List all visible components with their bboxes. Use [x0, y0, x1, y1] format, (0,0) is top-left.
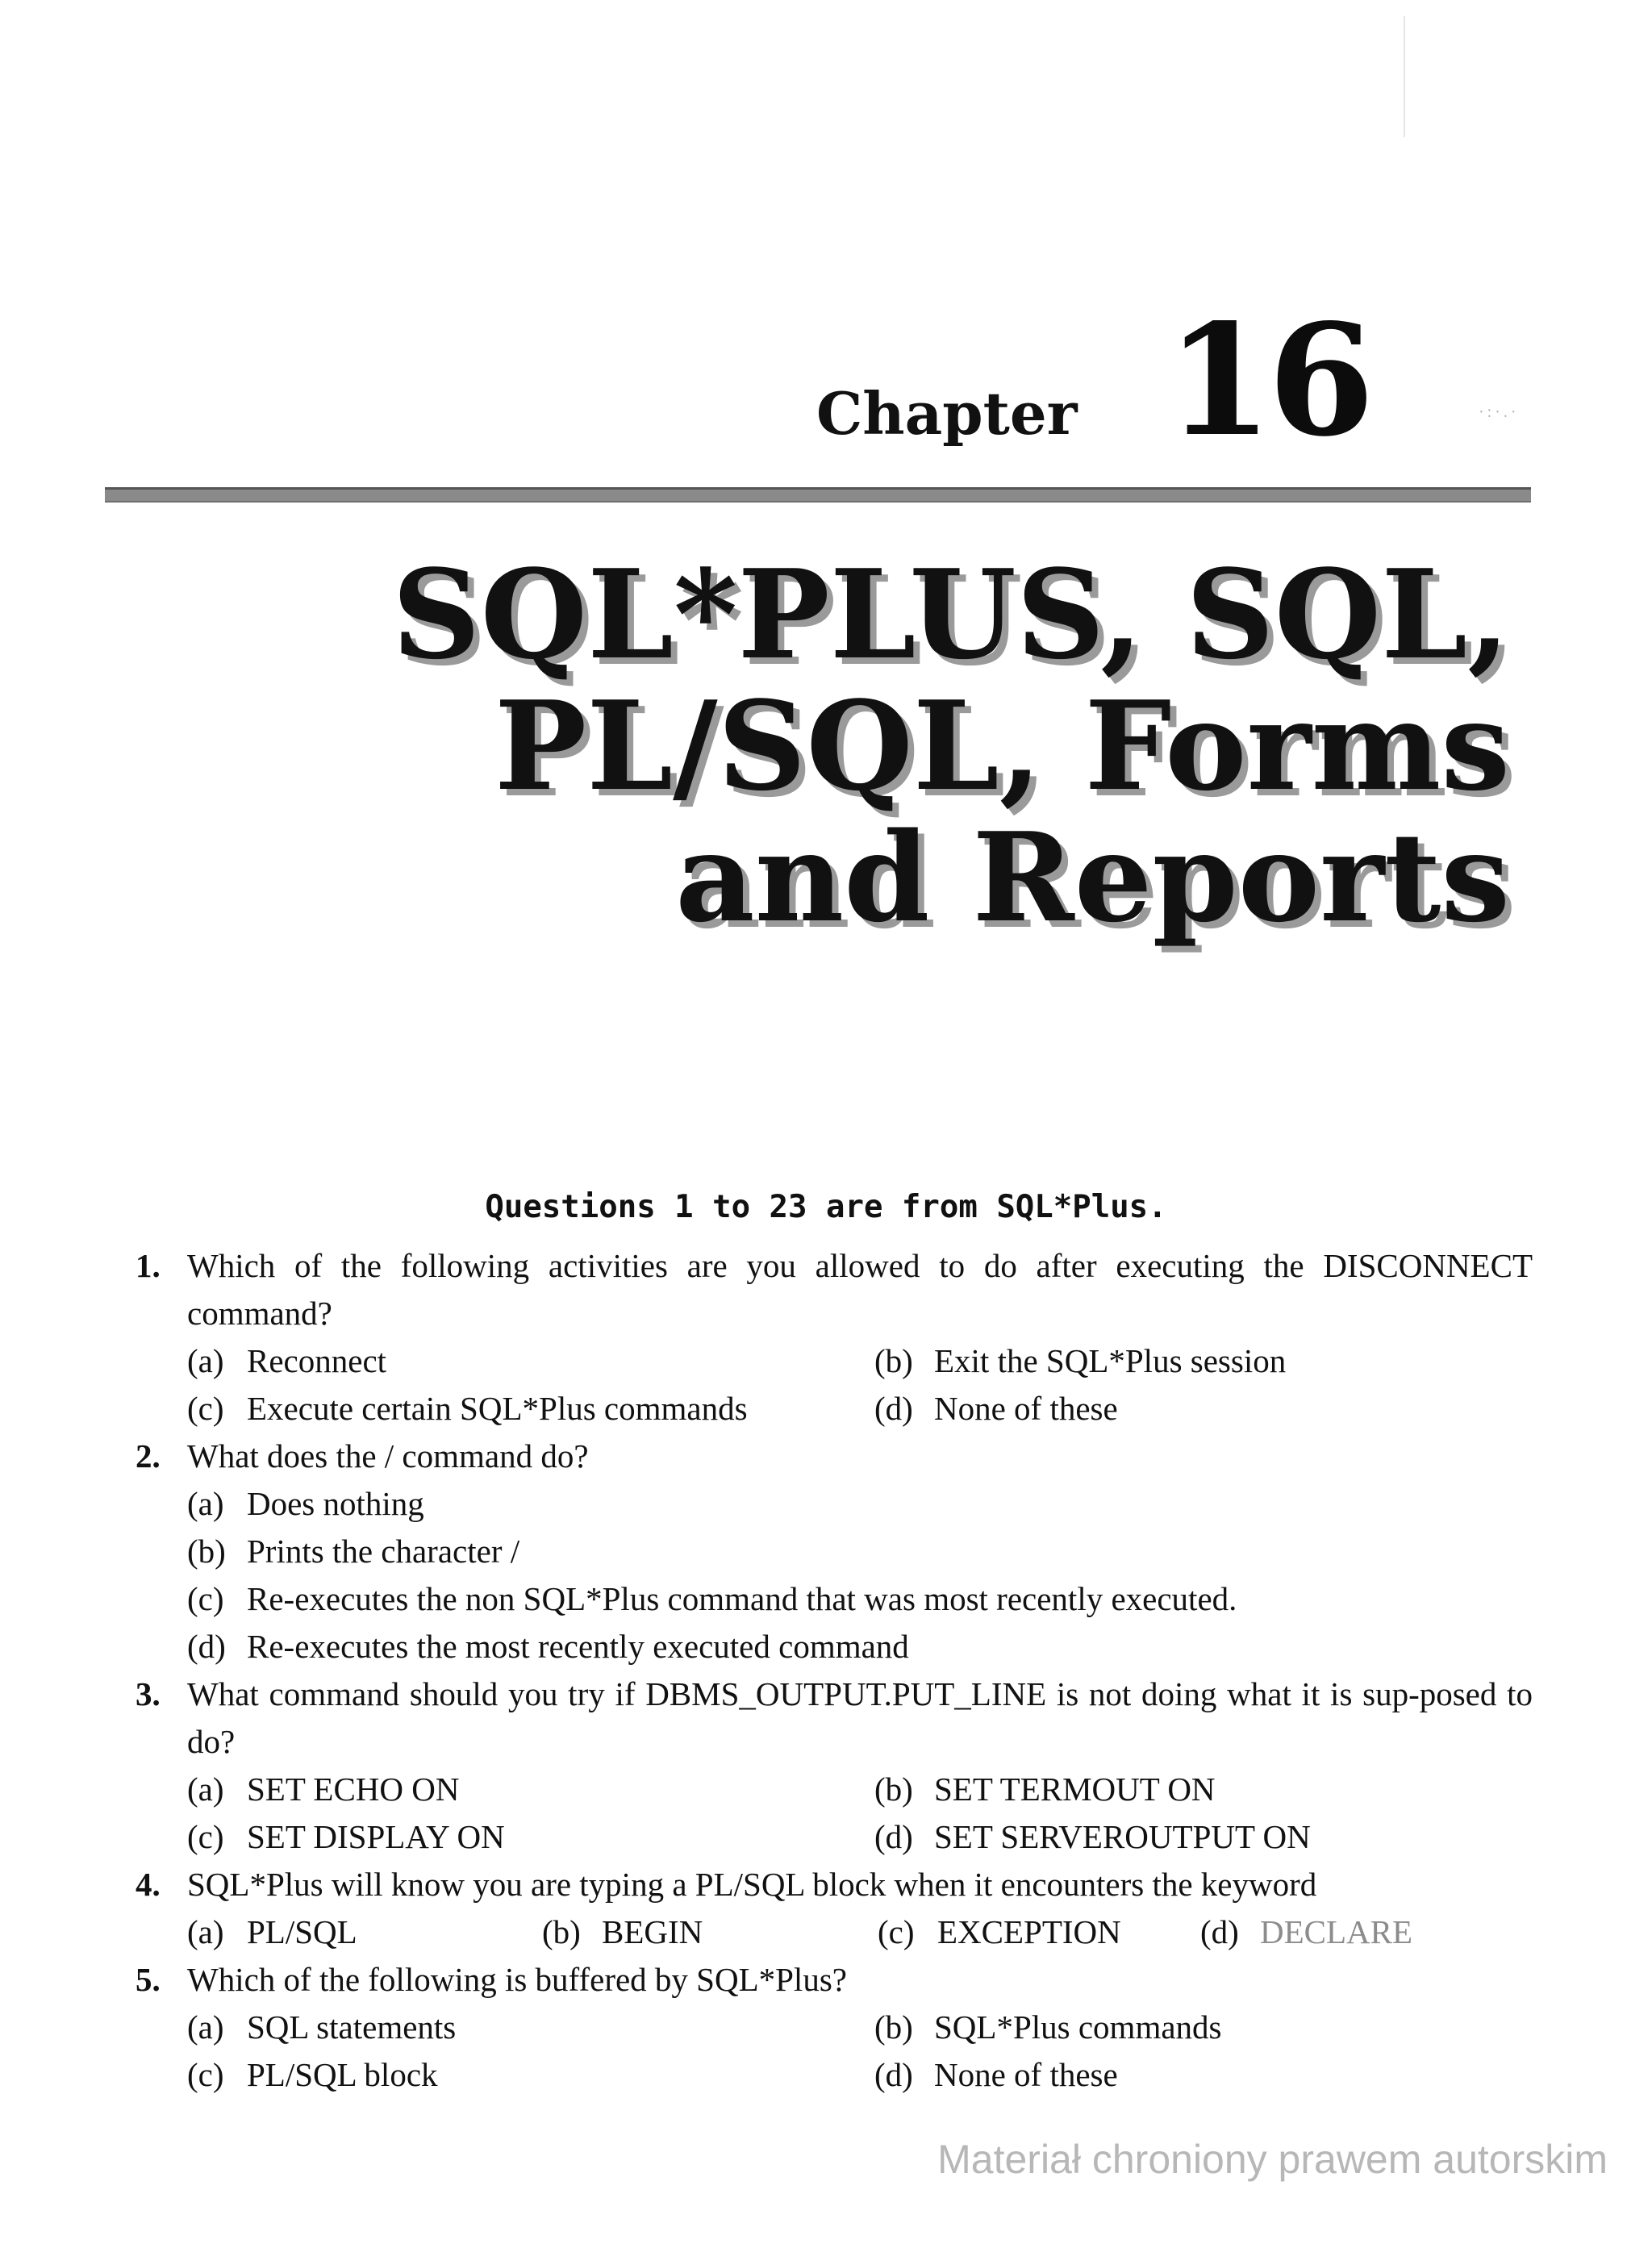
option-a: [187, 1337, 874, 1385]
option-letter: (c): [187, 1818, 224, 1855]
option-b: [874, 1766, 1533, 1813]
option-list: [187, 1480, 1533, 1670]
question-number: 2.: [136, 1437, 161, 1474]
question-2: [136, 1433, 1533, 1670]
option-b: [874, 1337, 1533, 1385]
question-text: Which of the following is buffered by SQL*Plus?: [187, 1961, 847, 1998]
option-a: [187, 2004, 874, 2051]
question-number: 5.: [136, 1961, 161, 1998]
option-letter: (b): [187, 1533, 226, 1570]
option-c: [187, 1813, 874, 1861]
option-letter: (a): [187, 1485, 224, 1522]
option-text: PL/SQL block: [247, 2056, 438, 2093]
option-letter: (b): [874, 1342, 913, 1379]
option-text: Exit the SQL*Plus session: [934, 1342, 1287, 1379]
question-1: [136, 1242, 1533, 1433]
question-number: 1.: [136, 1247, 161, 1284]
option-text: SET ECHO ON: [247, 1771, 460, 1808]
option-list: [187, 1908, 1533, 1956]
option-c: [187, 2051, 874, 2099]
option-b: [542, 1908, 878, 1956]
chapter-divider: [105, 487, 1531, 503]
option-text: Re-executes the most recently executed command: [247, 1628, 909, 1665]
question-text: SQL*Plus will know you are typing a PL/SQL block when it encounters the keyword: [187, 1866, 1317, 1903]
chapter-title-line-2: PL/SQL, Forms: [494, 674, 1510, 818]
option-b: [187, 1528, 1533, 1575]
option-list: [187, 2004, 1533, 2099]
question-text: What does the / command do?: [187, 1437, 589, 1474]
question-3: [136, 1670, 1533, 1861]
option-list: [187, 1766, 1533, 1861]
option-letter: (b): [874, 1771, 913, 1808]
option-d: [874, 2051, 1533, 2099]
option-d: [874, 1813, 1533, 1861]
option-letter: (d): [874, 1818, 913, 1855]
scan-gutter-line: [1404, 16, 1405, 137]
option-text: DECLARE: [1260, 1913, 1413, 1950]
option-d: [187, 1623, 1533, 1670]
option-letter: (b): [542, 1913, 581, 1950]
option-text: Prints the character /: [247, 1533, 520, 1570]
option-c: [187, 1385, 874, 1433]
option-letter: (c): [187, 2056, 224, 2093]
copyright-watermark: Materiał chroniony prawem autorskim: [937, 2137, 1608, 2182]
option-c: [878, 1908, 1200, 1956]
option-letter: (d): [874, 1390, 913, 1427]
option-a: [187, 1766, 874, 1813]
option-letter: (d): [1200, 1913, 1239, 1950]
option-text: SQL*Plus commands: [934, 2008, 1222, 2046]
option-text: BEGIN: [602, 1913, 703, 1950]
option-letter: (d): [187, 1628, 226, 1665]
chapter-title-line-3: and Reports: [675, 805, 1510, 949]
option-letter: (c): [878, 1913, 915, 1950]
option-letter: (a): [187, 1913, 224, 1950]
chapter-title-line-1: SQL*PLUS, SQL,: [391, 542, 1510, 686]
scan-speckle: ·:·.·: [1479, 403, 1520, 421]
option-c: [187, 1575, 1533, 1623]
option-text: SQL statements: [247, 2008, 457, 2046]
option-text: None of these: [934, 2056, 1118, 2093]
question-text: Which of the following activities are you allowed to do after executing the DISCONNECT command?: [187, 1247, 1533, 1332]
option-letter: (c): [187, 1580, 224, 1617]
option-d: [1200, 1908, 1533, 1956]
option-d: [874, 1385, 1533, 1433]
option-list: [187, 1337, 1533, 1433]
chapter-heading: [816, 290, 1370, 470]
question-text: What command should you try if DBMS_OUTPUT.PUT_LINE is not doing what it is sup-posed to do?: [187, 1675, 1533, 1760]
question-number: 3.: [136, 1675, 161, 1712]
option-text: PL/SQL: [247, 1913, 357, 1950]
option-letter: (c): [187, 1390, 224, 1427]
option-text: SET TERMOUT ON: [934, 1771, 1216, 1808]
option-letter: (a): [187, 2008, 224, 2046]
option-a: [187, 1480, 1533, 1528]
option-text: Does nothing: [247, 1485, 424, 1522]
option-text: Re-executes the non SQL*Plus command that was most recently executed.: [247, 1580, 1237, 1617]
option-text: EXCEPTION: [937, 1913, 1121, 1950]
question-4: [136, 1861, 1533, 1956]
option-letter: (d): [874, 2056, 913, 2093]
option-b: [874, 2004, 1533, 2051]
option-text: SET DISPLAY ON: [247, 1818, 505, 1855]
option-text: Execute certain SQL*Plus commands: [247, 1390, 748, 1427]
option-text: Reconnect: [247, 1342, 387, 1379]
option-a: [187, 1908, 542, 1956]
chapter-label: Chapter: [816, 379, 1078, 448]
question-5: [136, 1956, 1533, 2099]
option-letter: (a): [187, 1342, 224, 1379]
option-letter: (b): [874, 2008, 913, 2046]
chapter-number: 16: [1166, 290, 1370, 470]
question-list: [136, 1242, 1533, 2099]
section-heading: Questions 1 to 23 are from SQL*Plus.: [485, 1189, 1167, 1225]
chapter-title: [391, 542, 1510, 949]
option-text: None of these: [934, 1390, 1118, 1427]
option-letter: (a): [187, 1771, 224, 1808]
option-text: SET SERVEROUTPUT ON: [934, 1818, 1311, 1855]
question-number: 4.: [136, 1866, 161, 1903]
